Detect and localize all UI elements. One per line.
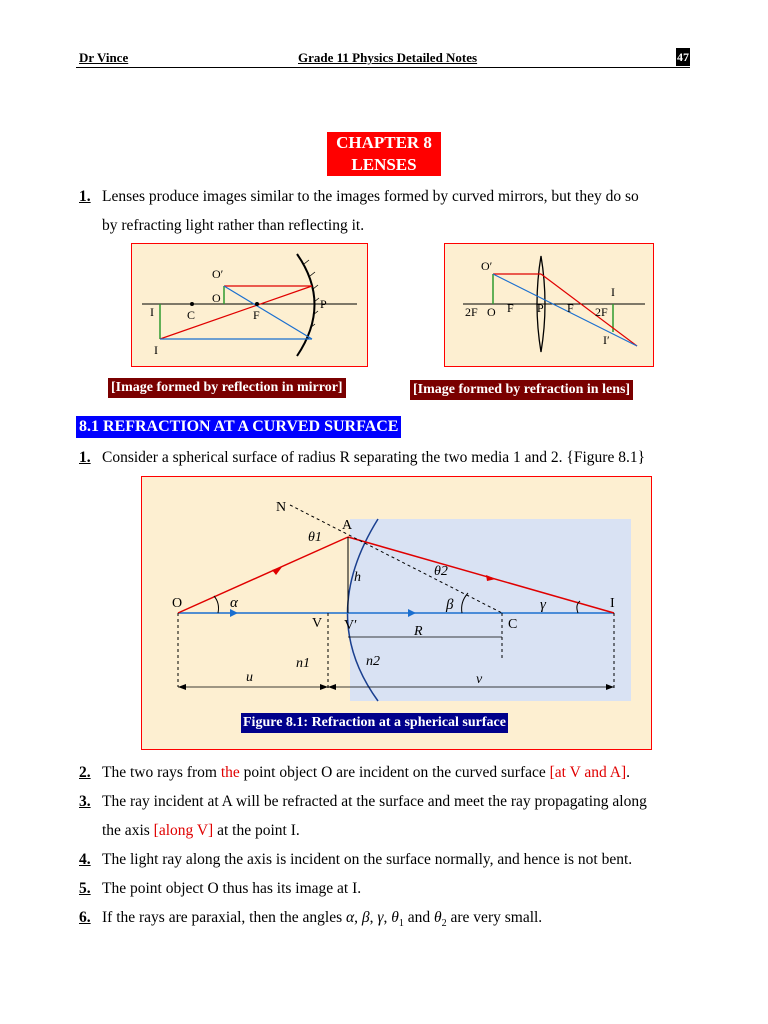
label-i: I: [610, 596, 615, 611]
item-number: 5.: [79, 880, 91, 897]
medium-2-region: [350, 519, 631, 701]
mirror-figure: [131, 243, 368, 367]
point-2: 2. The two rays from the point object O are incident on the curved surface [at V and A].: [79, 758, 695, 787]
item-number: 4.: [79, 851, 91, 868]
label-gamma: γ: [540, 597, 546, 613]
lens-diagram: [445, 244, 653, 366]
label-c: C: [187, 308, 196, 322]
section-heading: 8.1 REFRACTION AT A CURVED SURFACE: [76, 416, 401, 438]
label-v: V: [312, 616, 323, 631]
item-number: 1.: [79, 449, 91, 466]
mirror-caption: [Image formed by reflection in mirror]: [108, 378, 346, 398]
label-i-bottom: I: [154, 343, 158, 357]
item-number: 6.: [79, 909, 91, 926]
label-p: P: [320, 297, 327, 311]
label-a: A: [342, 518, 353, 533]
ray-reflected: [160, 286, 312, 339]
label-p: P: [537, 301, 544, 315]
label-f: F: [253, 308, 260, 322]
chapter-number: CHAPTER 8: [327, 132, 441, 154]
label-v-distance: v: [476, 672, 483, 687]
label-theta2: θ2: [434, 564, 448, 579]
label-f-left: F: [507, 301, 514, 315]
label-2f-right: 2F: [595, 305, 608, 319]
point-4: 4. The light ray along the axis is incident on the surface normally, and hence is not bent.: [79, 845, 695, 874]
point-3: 3. The ray incident at A will be refracted at the surface and meet the ray propagating along: [79, 787, 695, 816]
label-n2: n2: [366, 654, 380, 669]
header-title: Grade 11 Physics Detailed Notes: [298, 50, 478, 65]
point-6: 6. If the rays are paraxial, then the angles α, β, γ, $\theta_1$ and $\theta_2$ are very small.: [79, 903, 695, 938]
label-o-prime: O′: [481, 259, 493, 273]
figure-8-1: [141, 476, 652, 750]
ray-refracted: [541, 274, 637, 346]
label-i: I: [611, 285, 615, 299]
label-c: C: [508, 617, 518, 632]
item-number: 2.: [79, 764, 91, 781]
label-o: O: [212, 291, 221, 305]
label-o: O: [172, 596, 183, 611]
label-theta1: θ1: [308, 530, 322, 545]
label-i-prime: I′: [603, 333, 610, 347]
page-number: 47: [677, 50, 689, 64]
item-number: 3.: [79, 793, 91, 810]
angle-alpha-arc: [214, 596, 219, 613]
intro-line-2: by refracting light rather than reflecting it.: [102, 217, 365, 234]
item-number: 1.: [79, 188, 91, 205]
mirror-diagram: [132, 244, 367, 366]
point-1-text: Consider a spherical surface of radius R separating the two media 1 and 2. {Figure 8.1}: [102, 449, 646, 466]
label-beta: β: [446, 597, 454, 613]
label-alpha: α: [230, 595, 238, 611]
label-r: R: [414, 624, 423, 639]
figure-8-1-caption: Figure 8.1: Refraction at a spherical surface: [241, 713, 508, 733]
lens-caption: [Image formed by refraction in lens]: [410, 380, 633, 400]
centre-point: [190, 302, 194, 306]
point-1: [79, 443, 695, 472]
header-rule: [76, 67, 690, 68]
label-h: h: [354, 570, 361, 585]
point-3-line-2: the axis [along V] at the point I.: [102, 822, 300, 839]
point-5: 5. The point object O thus has its image at I.: [79, 874, 695, 903]
label-i-top: I: [150, 305, 154, 319]
intro-line-1: Lenses produce images similar to the images formed by curved mirrors, but they do so: [102, 188, 639, 205]
intro-paragraph: [79, 182, 695, 211]
label-u: u: [246, 670, 253, 685]
header-author: Dr Vince: [79, 50, 129, 65]
chapter-title: LENSES: [327, 154, 441, 176]
label-n1: n1: [296, 656, 310, 671]
label-2f-left: 2F: [465, 305, 478, 319]
refraction-diagram: [142, 477, 651, 749]
lens-figure: [444, 243, 654, 367]
label-n: N: [276, 500, 287, 515]
label-f-right: F: [567, 301, 574, 315]
label-v-prime: V′: [344, 618, 358, 633]
ray-centre: [493, 274, 637, 346]
label-o: O: [487, 305, 496, 319]
focus-point: [255, 302, 259, 306]
label-o-prime: O′: [212, 267, 224, 281]
incident-ray: [178, 537, 348, 613]
